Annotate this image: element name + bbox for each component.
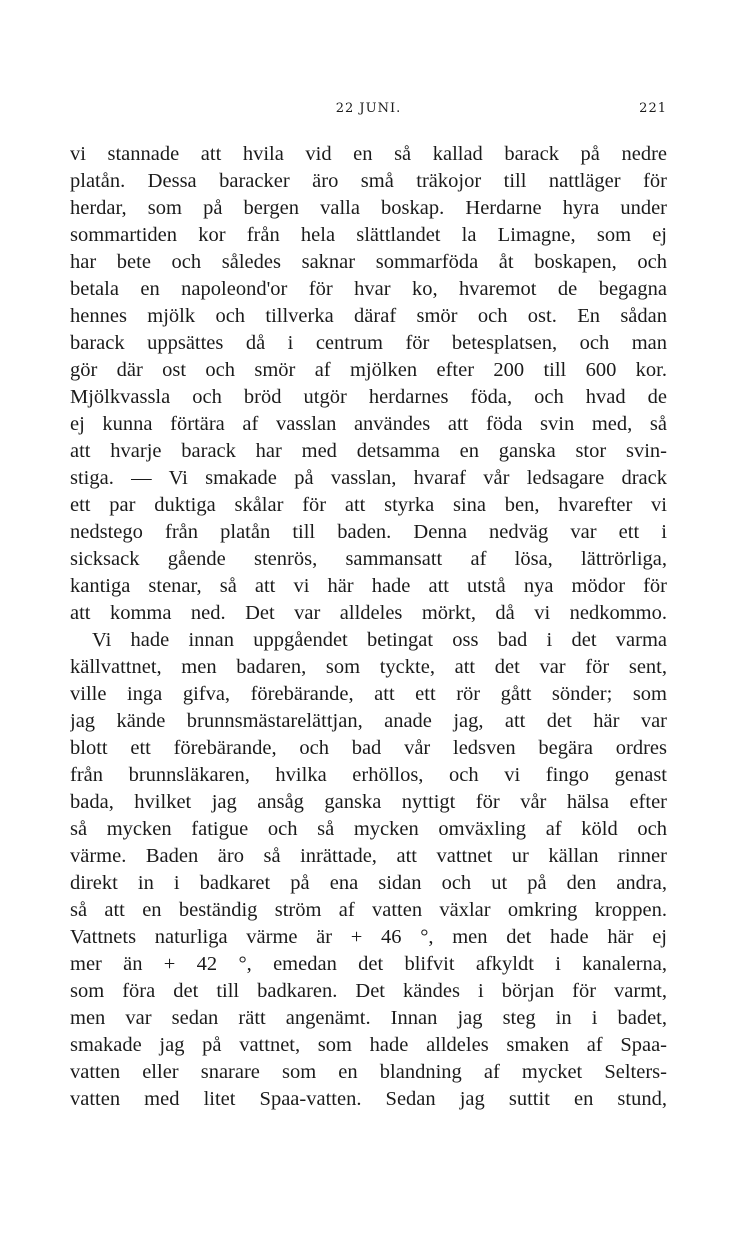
text-line: platån. Dessa baracker äro små träkojor till nattläger för xyxy=(70,170,667,192)
text-line: sommartiden kor från hela slättlandet la Limagne, som ej xyxy=(70,224,667,246)
text-line: källvattnet, men badaren, som tyckte, att det var för sent, xyxy=(70,656,667,678)
text-line: smakade jag på vattnet, som hade alldeles smaken af Spaa- xyxy=(70,1034,667,1056)
text-line: gör där ost och smör af mjölken efter 200 till 600 kor. xyxy=(70,359,667,381)
header-title: 22 JUNI. xyxy=(335,101,402,116)
text-line: direkt in i badkaret på ena sidan och ut på den andra, xyxy=(70,872,667,894)
text-line: att hvarje barack har med detsamma en ganska stor svin- xyxy=(70,440,667,462)
text-line: Vattnets naturliga värme är + 46 °, men det hade här ej xyxy=(70,926,667,948)
text-line: barack uppsättes då i centrum för betesplatsen, och man xyxy=(70,332,667,354)
text-line: ville inga gifva, förebärande, att ett rör gått sönder; som xyxy=(70,683,667,705)
text-line: vatten med litet Spaa-vatten. Sedan jag suttit en stund, xyxy=(70,1088,667,1110)
text-line: ett par duktiga skålar för att styrka sina ben, hvarefter vi xyxy=(70,494,667,516)
text-line: men var sedan rätt angenämt. Innan jag steg in i badet, xyxy=(70,1007,667,1029)
text-line: som föra det till badkaren. Det kändes i början för varmt, xyxy=(70,980,667,1002)
text-line: har bete och således saknar sommarföda åt boskapen, och xyxy=(70,251,667,273)
text-line: blott ett förebärande, och bad vår ledsven begära ordres xyxy=(70,737,667,759)
text-line: nedstego från platån till baden. Denna nedväg var ett i xyxy=(70,521,667,543)
text-line: stiga. — Vi smakade på vasslan, hvaraf vår ledsagare drack xyxy=(70,467,667,489)
text-line: Vi hade innan uppgåendet betingat oss bad i det varma xyxy=(92,629,667,651)
text-line: värme. Baden äro så inrättade, att vattnet ur källan rinner xyxy=(70,845,667,867)
running-header xyxy=(70,101,667,123)
text-line: kantiga stenar, så att vi här hade att utstå nya mödor för xyxy=(70,575,667,597)
text-line: jag kände brunnsmästarelättjan, anade jag, att det här var xyxy=(70,710,667,732)
text-line: herdar, som på bergen valla boskap. Herdarne hyra under xyxy=(70,197,667,219)
text-line: sicksack gående stenrös, sammansatt af lösa, lättrörliga, xyxy=(70,548,667,570)
text-line: vi stannade att hvila vid en så kallad barack på nedre xyxy=(70,143,667,165)
text-line: hennes mjölk och tillverka däraf smör och ost. En sådan xyxy=(70,305,667,327)
text-line: vatten eller snarare som en blandning af mycket Selters- xyxy=(70,1061,667,1083)
page-number: 221 xyxy=(639,101,667,116)
body-text xyxy=(70,141,667,1113)
text-line: Mjölkvassla och bröd utgör herdarnes föda, och hvad de xyxy=(70,386,667,408)
text-line: från brunnsläkaren, hvilka erhöllos, och vi fingo genast xyxy=(70,764,667,786)
text-line: ej kunna förtära af vasslan användes att föda svin med, så xyxy=(70,413,667,435)
text-line: så att en beständig ström af vatten växlar omkring kroppen. xyxy=(70,899,667,921)
text-line: så mycken fatigue och så mycken omväxling af köld och xyxy=(70,818,667,840)
text-line: mer än + 42 °, emedan det blifvit afkyldt i kanalerna, xyxy=(70,953,667,975)
text-line: att komma ned. Det var alldeles mörkt, då vi nedkommo. xyxy=(70,602,667,624)
text-line: bada, hvilket jag ansåg ganska nyttigt för vår hälsa efter xyxy=(70,791,667,813)
text-line: betala en napoleond'or för hvar ko, hvaremot de begagna xyxy=(70,278,667,300)
